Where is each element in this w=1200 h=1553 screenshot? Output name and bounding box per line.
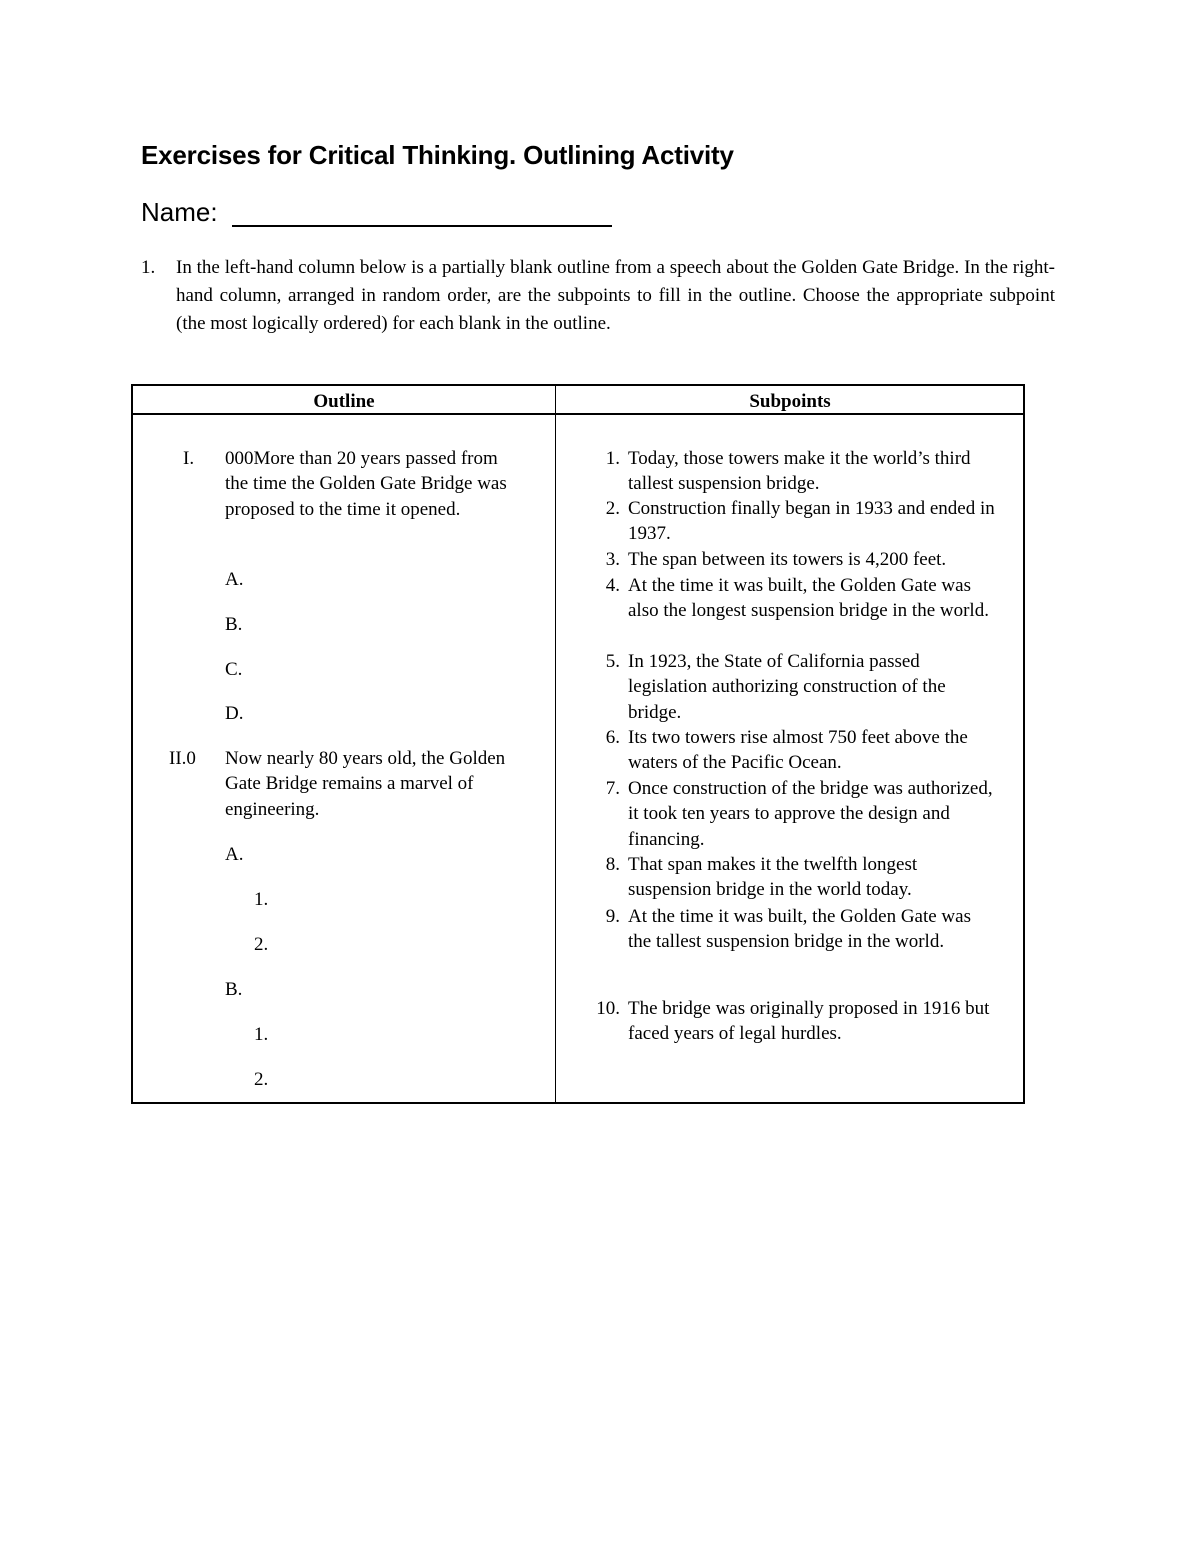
- subpoints-column-header: Subpoints: [749, 391, 831, 412]
- outline-blank-sub-subpoint: 2.: [254, 934, 269, 955]
- subpoint-number: 9.: [605, 906, 620, 927]
- outline-main-point-text: 000More than 20 years passed from the time the Golden Gate Bridge was proposed to the time it opened.: [225, 448, 507, 520]
- outline-blank-subpoint: A.: [225, 569, 244, 590]
- name-label: Name:: [141, 197, 218, 227]
- subpoint-text: Today, those towers make it the world’s third tallest suspension bridge.: [628, 448, 971, 495]
- header-divider: [133, 413, 1023, 415]
- subpoint-text: In 1923, the State of California passed legislation authorizing construction of the bridge.: [628, 651, 946, 723]
- instruction-text: In the left-hand column below is a partially blank outline from a speech about the Golden Gate Bridge. In the right-hand column, arranged in random order, are the subpoints to fill in the outline. Choose the appropriate subpoint (the most logically ordered) for each blank in the outline.: [176, 257, 1055, 334]
- outline-blank-subpoint: B.: [225, 614, 243, 635]
- outline-blank-subpoint: D.: [225, 703, 244, 724]
- outline-blank-subpoint: C.: [225, 659, 243, 680]
- page-title: Exercises for Critical Thinking. Outlining Activity: [141, 140, 734, 170]
- subpoint-text: At the time it was built, the Golden Gate was the tallest suspension bridge in the world.: [628, 906, 971, 953]
- subpoint-number: 2.: [605, 498, 620, 519]
- subpoint-number: 1.: [605, 448, 620, 469]
- outline-blank-sub-subpoint: 1.: [254, 1024, 269, 1045]
- subpoint-number: 5.: [605, 651, 620, 672]
- subpoint-text: Once construction of the bridge was authorized, it took ten years to approve the design and financing.: [628, 778, 993, 850]
- outline-main-point-number: II.0: [169, 748, 196, 769]
- instruction-number: 1.: [141, 257, 156, 278]
- subpoint-text: The bridge was originally proposed in 1916 but faced years of legal hurdles.: [628, 998, 990, 1045]
- subpoint-number: 3.: [605, 549, 620, 570]
- outline-main-point-text: Now nearly 80 years old, the Golden Gate Bridge remains a marvel of engineering.: [225, 748, 506, 820]
- outline-column-header: Outline: [313, 391, 375, 412]
- outline-table: [131, 384, 1025, 1104]
- subpoint-text: The span between its towers is 4,200 feet.: [628, 549, 947, 570]
- outline-blank-subpoint: B.: [225, 979, 243, 1000]
- instruction-paragraph: [141, 254, 1055, 338]
- subpoint-text: Its two towers rise almost 750 feet above the waters of the Pacific Ocean.: [628, 727, 968, 774]
- outline-blank-subpoint: A.: [225, 844, 244, 865]
- subpoint-number: 6.: [605, 727, 620, 748]
- subpoint-text: That span makes it the twelfth longest suspension bridge in the world today.: [628, 854, 918, 901]
- subpoint-text: At the time it was built, the Golden Gate was also the longest suspension bridge in the world.: [628, 575, 989, 622]
- subpoint-number: 7.: [605, 778, 620, 799]
- column-divider: [555, 386, 556, 1102]
- outline-main-point-number: I.: [183, 448, 195, 469]
- subpoint-number: 8.: [605, 854, 620, 875]
- outline-blank-sub-subpoint: 2.: [254, 1069, 269, 1090]
- subpoint-number: 10.: [596, 998, 620, 1019]
- outline-blank-sub-subpoint: 1.: [254, 889, 269, 910]
- subpoint-text: Construction finally began in 1933 and ended in 1937.: [628, 498, 995, 545]
- subpoint-number: 4.: [605, 575, 620, 596]
- name-blank-line[interactable]: [232, 225, 612, 227]
